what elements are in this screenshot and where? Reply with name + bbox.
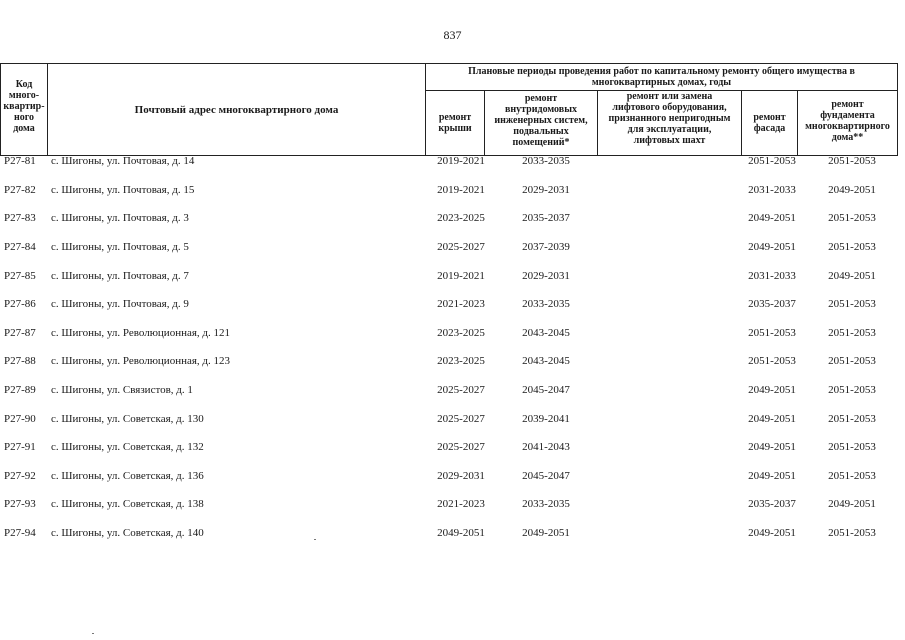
row-address: с. Шигоны, ул. Советская, д. 132	[51, 441, 204, 453]
header-facade: ремонт фасада	[753, 112, 786, 134]
row-roof-period: 2025-2027	[437, 384, 485, 396]
row-systems-period: 2037-2039	[522, 241, 570, 253]
row-facade-period: 2049-2051	[748, 212, 796, 224]
row-foundation-period: 2051-2053	[828, 413, 876, 425]
row-foundation-period: 2051-2053	[828, 327, 876, 339]
row-address: с. Шигоны, ул. Почтовая, д. 15	[51, 184, 195, 196]
table-header	[0, 63, 898, 155]
table-row	[0, 384, 905, 402]
page-number: 837	[443, 28, 462, 42]
row-foundation-period: 2051-2053	[828, 155, 876, 167]
row-systems-period: 2029-2031	[522, 270, 570, 282]
header-foundation: ремонт фундамента многоквартирного дома**	[805, 99, 890, 143]
table-row	[0, 212, 905, 230]
row-systems-period: 2033-2035	[522, 155, 570, 167]
row-code: Р27-85	[4, 270, 36, 282]
row-roof-period: 2021-2023	[437, 498, 485, 510]
row-facade-period: 2049-2051	[748, 470, 796, 482]
row-facade-period: 2049-2051	[748, 413, 796, 425]
row-facade-period: 2035-2037	[748, 498, 796, 510]
row-systems-period: 2033-2035	[522, 498, 570, 510]
row-code: Р27-88	[4, 355, 36, 367]
row-foundation-period: 2051-2053	[828, 241, 876, 253]
row-roof-period: 2023-2025	[437, 327, 485, 339]
row-facade-period: 2049-2051	[748, 441, 796, 453]
row-facade-period: 2031-2033	[748, 184, 796, 196]
row-facade-period: 2051-2053	[748, 355, 796, 367]
row-foundation-period: 2051-2053	[828, 470, 876, 482]
row-systems-period: 2043-2045	[522, 355, 570, 367]
row-address: с. Шигоны, ул. Почтовая, д. 3	[51, 212, 189, 224]
row-facade-period: 2051-2053	[748, 327, 796, 339]
row-address: с. Шигоны, ул. Почтовая, д. 9	[51, 298, 189, 310]
row-code: Р27-82	[4, 184, 36, 196]
row-roof-period: 2025-2027	[437, 413, 485, 425]
table-row	[0, 355, 905, 373]
row-code: Р27-90	[4, 413, 36, 425]
row-foundation-period: 2049-2051	[828, 270, 876, 282]
header-roof: ремонт крыши	[438, 112, 472, 134]
row-address: с. Шигоны, ул. Советская, д. 130	[51, 413, 204, 425]
table-row	[0, 327, 905, 345]
row-code: Р27-89	[4, 384, 36, 396]
row-systems-period: 2049-2051	[522, 527, 570, 539]
row-address: с. Шигоны, ул. Советская, д. 140	[51, 527, 204, 539]
header-top-rule	[0, 63, 898, 64]
row-address: с. Шигоны, ул. Советская, д. 138	[51, 498, 204, 510]
row-address: с. Шигоны, ул. Революционная, д. 123	[51, 355, 231, 367]
row-roof-period: 2023-2025	[437, 212, 485, 224]
row-foundation-period: 2051-2053	[828, 384, 876, 396]
table-row	[0, 270, 905, 288]
table-row	[0, 298, 905, 316]
table-row	[0, 527, 905, 545]
row-facade-period: 2031-2033	[748, 270, 796, 282]
row-roof-period: 2019-2021	[437, 184, 485, 196]
row-foundation-period: 2051-2053	[828, 527, 876, 539]
table-row	[0, 241, 905, 259]
row-facade-period: 2049-2051	[748, 527, 796, 539]
row-address: с. Шигоны, ул. Революционная, д. 121	[51, 327, 231, 339]
row-code: Р27-83	[4, 212, 36, 224]
row-code: Р27-87	[4, 327, 36, 339]
row-address: с. Шигоны, ул. Почтовая, д. 7	[51, 270, 189, 282]
table-row	[0, 184, 905, 202]
row-systems-period: 2035-2037	[522, 212, 570, 224]
row-code: Р27-93	[4, 498, 36, 510]
row-systems-period: 2045-2047	[522, 470, 570, 482]
row-roof-period: 2029-2031	[437, 470, 485, 482]
row-systems-period: 2029-2031	[522, 184, 570, 196]
row-roof-period: 2025-2027	[437, 441, 485, 453]
row-facade-period: 2035-2037	[748, 298, 796, 310]
table-row	[0, 470, 905, 488]
table-row	[0, 413, 905, 431]
row-roof-period: 2023-2025	[437, 355, 485, 367]
table-row	[0, 498, 905, 516]
row-systems-period: 2039-2041	[522, 413, 570, 425]
row-facade-period: 2049-2051	[748, 241, 796, 253]
row-foundation-period: 2051-2053	[828, 212, 876, 224]
row-code: Р27-94	[4, 527, 36, 539]
row-roof-period: 2049-2051	[437, 527, 485, 539]
row-code: Р27-86	[4, 298, 36, 310]
row-systems-period: 2041-2043	[522, 441, 570, 453]
header-code: Код много- квартир- ного дома	[3, 79, 45, 134]
row-foundation-period: 2049-2051	[828, 184, 876, 196]
row-systems-period: 2043-2045	[522, 327, 570, 339]
row-systems-period: 2045-2047	[522, 384, 570, 396]
row-foundation-period: 2051-2053	[828, 298, 876, 310]
header-rule-right	[897, 63, 898, 155]
row-code: Р27-92	[4, 470, 36, 482]
header-address: Почтовый адрес многоквартирного дома	[134, 104, 339, 116]
header-systems: ремонт внутридомовых инженерных систем, подвальных помещений*	[494, 93, 588, 148]
table-row	[0, 155, 905, 173]
header-periods: Плановые периоды проведения работ по капитальному ремонту общего имущества в многоквартирных домах, годы	[468, 66, 855, 88]
row-address: с. Шигоны, ул. Советская, д. 136	[51, 470, 204, 482]
row-foundation-period: 2049-2051	[828, 498, 876, 510]
row-address: с. Шигоны, ул. Почтовая, д. 14	[51, 155, 195, 167]
row-foundation-period: 2051-2053	[828, 355, 876, 367]
header-lift: ремонт или замена лифтового оборудования, признанного непригодным для эксплуатации, лифтовых шахт	[608, 91, 731, 146]
row-code: Р27-81	[4, 155, 36, 167]
row-foundation-period: 2051-2053	[828, 441, 876, 453]
scan-speck	[92, 633, 94, 634]
row-systems-period: 2033-2035	[522, 298, 570, 310]
scan-speck	[314, 539, 316, 540]
row-code: Р27-91	[4, 441, 36, 453]
row-roof-period: 2021-2023	[437, 298, 485, 310]
row-roof-period: 2025-2027	[437, 241, 485, 253]
row-facade-period: 2051-2053	[748, 155, 796, 167]
row-address: с. Шигоны, ул. Почтовая, д. 5	[51, 241, 189, 253]
row-address: с. Шигоны, ул. Связистов, д. 1	[51, 384, 193, 396]
table-row	[0, 441, 905, 459]
row-code: Р27-84	[4, 241, 36, 253]
row-roof-period: 2019-2021	[437, 155, 485, 167]
row-roof-period: 2019-2021	[437, 270, 485, 282]
row-facade-period: 2049-2051	[748, 384, 796, 396]
